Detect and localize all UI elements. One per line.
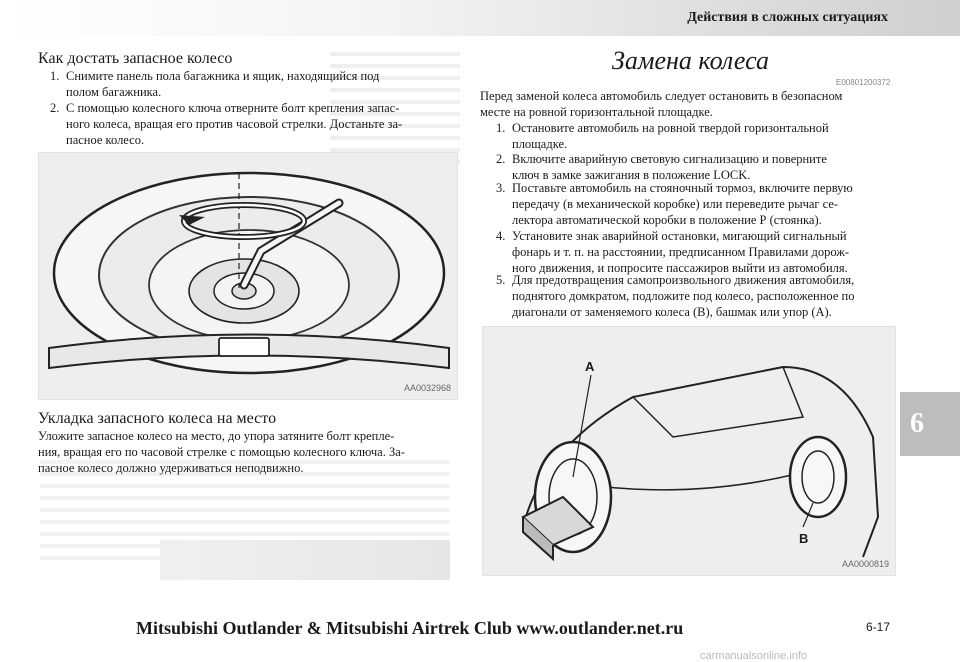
step-line: полом багажника. <box>66 85 162 99</box>
paragraph-line: ния, вращая его по часовой стрелке с помощью колесного ключа. За- <box>38 445 405 459</box>
chapter-number: 6 <box>910 408 924 439</box>
paragraph-line: месте на ровной горизонтальной площадке. <box>480 105 713 119</box>
car-wheel-chock-illustration <box>483 327 896 576</box>
header-title: Действия в сложных ситуациях <box>687 10 888 25</box>
spare-step-2 <box>50 100 450 150</box>
paragraph-line: Уложите запасное колесо на место, до упора затяните болт крепле- <box>38 429 395 443</box>
spare-section-title: Как достать запасное колесо <box>38 50 233 67</box>
step-line: Остановите автомобиль на ровной твердой горизонтальной <box>512 121 829 135</box>
step-line: Поставьте автомобиль на стояночный тормоз, включите первую <box>512 181 853 195</box>
spare-step-1 <box>50 68 450 102</box>
figure-code: AA0000819 <box>841 559 889 569</box>
step-line: ного движения, и попросите пассажиров выйти из автомобиля. <box>512 261 848 275</box>
watermark: carmanualsonline.info <box>700 650 808 662</box>
figure-code: AA0032968 <box>403 383 451 393</box>
step-number: 5. <box>496 273 506 287</box>
spare-wheel-illustration <box>39 153 458 400</box>
step-number: 1. <box>496 121 506 135</box>
footer-text: Mitsubishi Outlander & Mitsubishi Airtrek Club www.outlander.net.ru <box>136 618 684 638</box>
replace-intro <box>480 88 900 120</box>
paragraph-line: пасное колесо должно удерживаться неподвижно. <box>38 461 304 475</box>
label-a: A <box>585 359 595 374</box>
replace-section-title: Замена колеса <box>612 46 769 75</box>
chapter-tab <box>900 392 960 456</box>
label-b: B <box>799 531 809 546</box>
page-number: 6-17 <box>866 620 891 634</box>
replace-step-3 <box>496 180 896 230</box>
step-line: ного колеса, вращая его против часовой стрелки. Достаньте за- <box>66 117 403 131</box>
step-number: 1. <box>50 69 60 83</box>
spare-wheel-figure <box>38 152 458 400</box>
step-line: лектора автоматической коробки в положение Р (стоянка). <box>512 213 822 227</box>
section-code: E00801200372 <box>836 78 891 87</box>
stow-section-title: Укладка запасного колеса на место <box>38 410 277 427</box>
replace-step-1 <box>496 120 896 154</box>
wheel-chock-figure <box>482 326 896 576</box>
step-number: 2. <box>496 152 506 166</box>
step-line: пасное колесо. <box>66 133 145 147</box>
step-line: Установите знак аварийной остановки, мигающий сигнальный <box>512 229 847 243</box>
step-line: Снимите панель пола багажника и ящик, находящийся под <box>66 69 380 83</box>
replace-step-4 <box>496 228 896 278</box>
paragraph-line: Перед заменой колеса автомобиль следует остановить в безопасном <box>480 89 843 103</box>
step-line: диагонали от заменяемого колеса (B), башмак или упор (A). <box>512 305 832 319</box>
step-number: 4. <box>496 229 506 243</box>
step-line: передачу (в механической коробке) или переведите рычаг се- <box>512 197 839 211</box>
replace-step-5 <box>496 272 896 322</box>
step-line: Для предотвращения самопроизвольного движения автомобиля, <box>512 273 855 287</box>
stow-paragraph <box>38 428 458 476</box>
step-line: площадке. <box>512 137 568 151</box>
step-line: ключ в замке зажигания в положение LOCK. <box>512 168 751 182</box>
step-number: 3. <box>496 181 506 195</box>
step-number: 2. <box>50 101 60 115</box>
bleed-through <box>160 540 450 580</box>
step-line: поднятого домкратом, подложите под колесо, расположенное по <box>512 289 855 303</box>
step-line: Включите аварийную световую сигнализацию и поверните <box>512 152 827 166</box>
step-line: фонарь и т. п. на расстоянии, предписанном Правилами дорож- <box>512 245 850 259</box>
step-line: С помощью колесного ключа отверните болт крепления запас- <box>66 101 400 115</box>
